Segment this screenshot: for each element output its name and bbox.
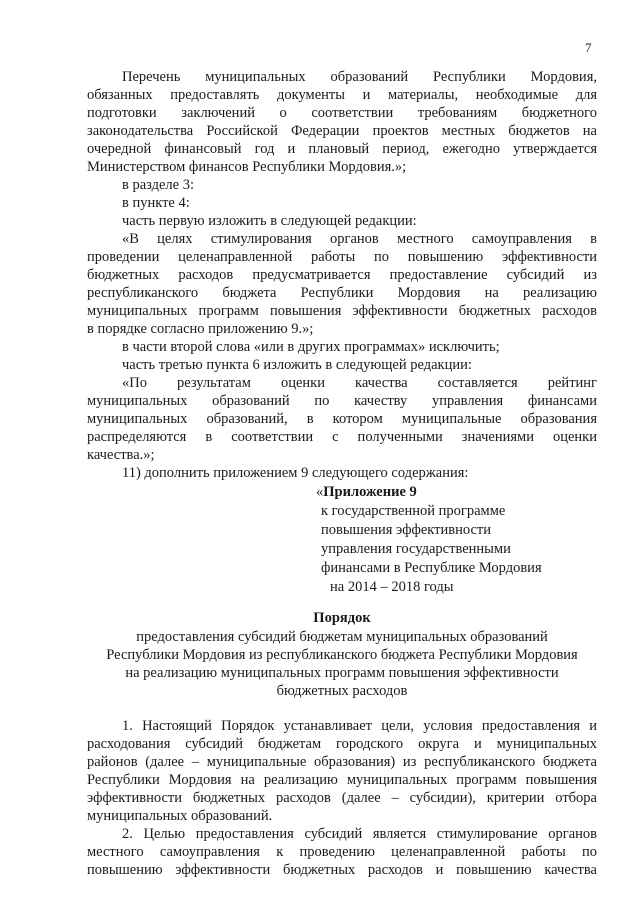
appendix-title [316,483,417,501]
clause-1-line: районов (далее – муниципальные образования) из республиканского бюджета [87,754,597,770]
item-11-line: 11) дополнить приложением 9 следующего содержания: [122,465,469,481]
clause-1-line: Республики Мордовия на реализацию муниципальных программ повышения [87,772,597,788]
appendix-line: к государственной программе [321,503,506,519]
order-subtitle-line: предоставления субсидий бюджетам муниципальных образований [136,629,548,645]
appendix-line: финансами в Республике Мордовия [321,560,542,576]
point-4-line: в пункте 4: [122,195,190,211]
clause-2-line: повышению эффективности бюджетных расходов и повышению качества [87,862,597,878]
part-one-instruction: часть первую изложить в следующей редакции: [122,213,417,229]
paragraph-3-line: муниципальных образований, в котором муниципальные образования [87,411,597,427]
appendix-line: повышения эффективности [321,522,491,538]
paragraph-3-line: распределяются в соответствии с полученными значениями оценки [87,429,597,445]
page-number: 7 [585,40,592,55]
appendix-line: на 2014 – 2018 годы [330,579,454,595]
clause-2-line: 2. Целью предоставления субсидий является стимулирование органов [122,826,597,842]
appendix-open-quote: « [316,484,324,500]
appendix-title-text: Приложение 9 [323,484,417,500]
clause-1-line: расходования субсидий бюджетам городского округа и муниципальных [87,736,597,752]
order-subtitle-line: Республики Мордовия из республиканского бюджета Республики Мордовия [106,647,578,663]
clause-1-line: муниципальных образований. [87,808,273,824]
paragraph-1-line: очередной финансовый год и плановый период, ежегодно утверждается [87,141,597,157]
part-two-instruction: в части второй слова «или в других программах» исключить; [122,339,500,355]
section-3-line: в разделе 3: [122,177,195,193]
paragraph-2-line: проведении целенаправленной работы по повышению эффективности [87,249,597,265]
clause-1-line: 1. Настоящий Порядок устанавливает цели, условия предоставления и [122,718,597,734]
paragraph-2-line: республиканского бюджета Республики Мордовия на реализацию [87,285,597,301]
appendix-line: управления государственными [321,541,511,557]
clause-1-line: эффективности бюджетных расходов (далее – субсидии), критерии отбора [87,790,597,806]
paragraph-3-line: муниципальных образований по качеству управления финансами [87,393,597,409]
paragraph-1-line: Перечень муниципальных образований Республики Мордовия, [122,69,597,85]
paragraph-1-line: обязанных предоставлять документы и материалы, необходимые для [87,87,597,103]
paragraph-1-line: Министерством финансов Республики Мордовия.»; [87,159,407,175]
paragraph-1-line: подготовки заключений о соответствии требованиям бюджетного [87,105,597,121]
paragraph-2-line: в порядке согласно приложению 9.»; [87,321,314,337]
paragraph-1-line: законодательства Российской Федерации проектов местных бюджетов на [87,123,597,139]
order-subtitle-line: бюджетных расходов [276,683,408,699]
paragraph-2-line: «В целях стимулирования органов местного самоуправления в [122,231,597,247]
clause-2-line: местного самоуправления к проведению целенаправленной работы по [87,844,597,860]
order-title: Порядок [313,610,371,626]
paragraph-3-line: «По результатам оценки качества составляется рейтинг [122,375,597,391]
paragraph-2-line: бюджетных расходов предусматривается предоставление субсидий из [87,267,597,283]
order-subtitle-line: на реализацию муниципальных программ повышения эффективности [125,665,559,681]
paragraph-2-line: муниципальных программ повышения эффективности бюджетных расходов [87,303,597,319]
paragraph-3-line: качества.»; [87,447,155,463]
part-three-instruction: часть третью пункта 6 изложить в следующей редакции: [122,357,472,373]
